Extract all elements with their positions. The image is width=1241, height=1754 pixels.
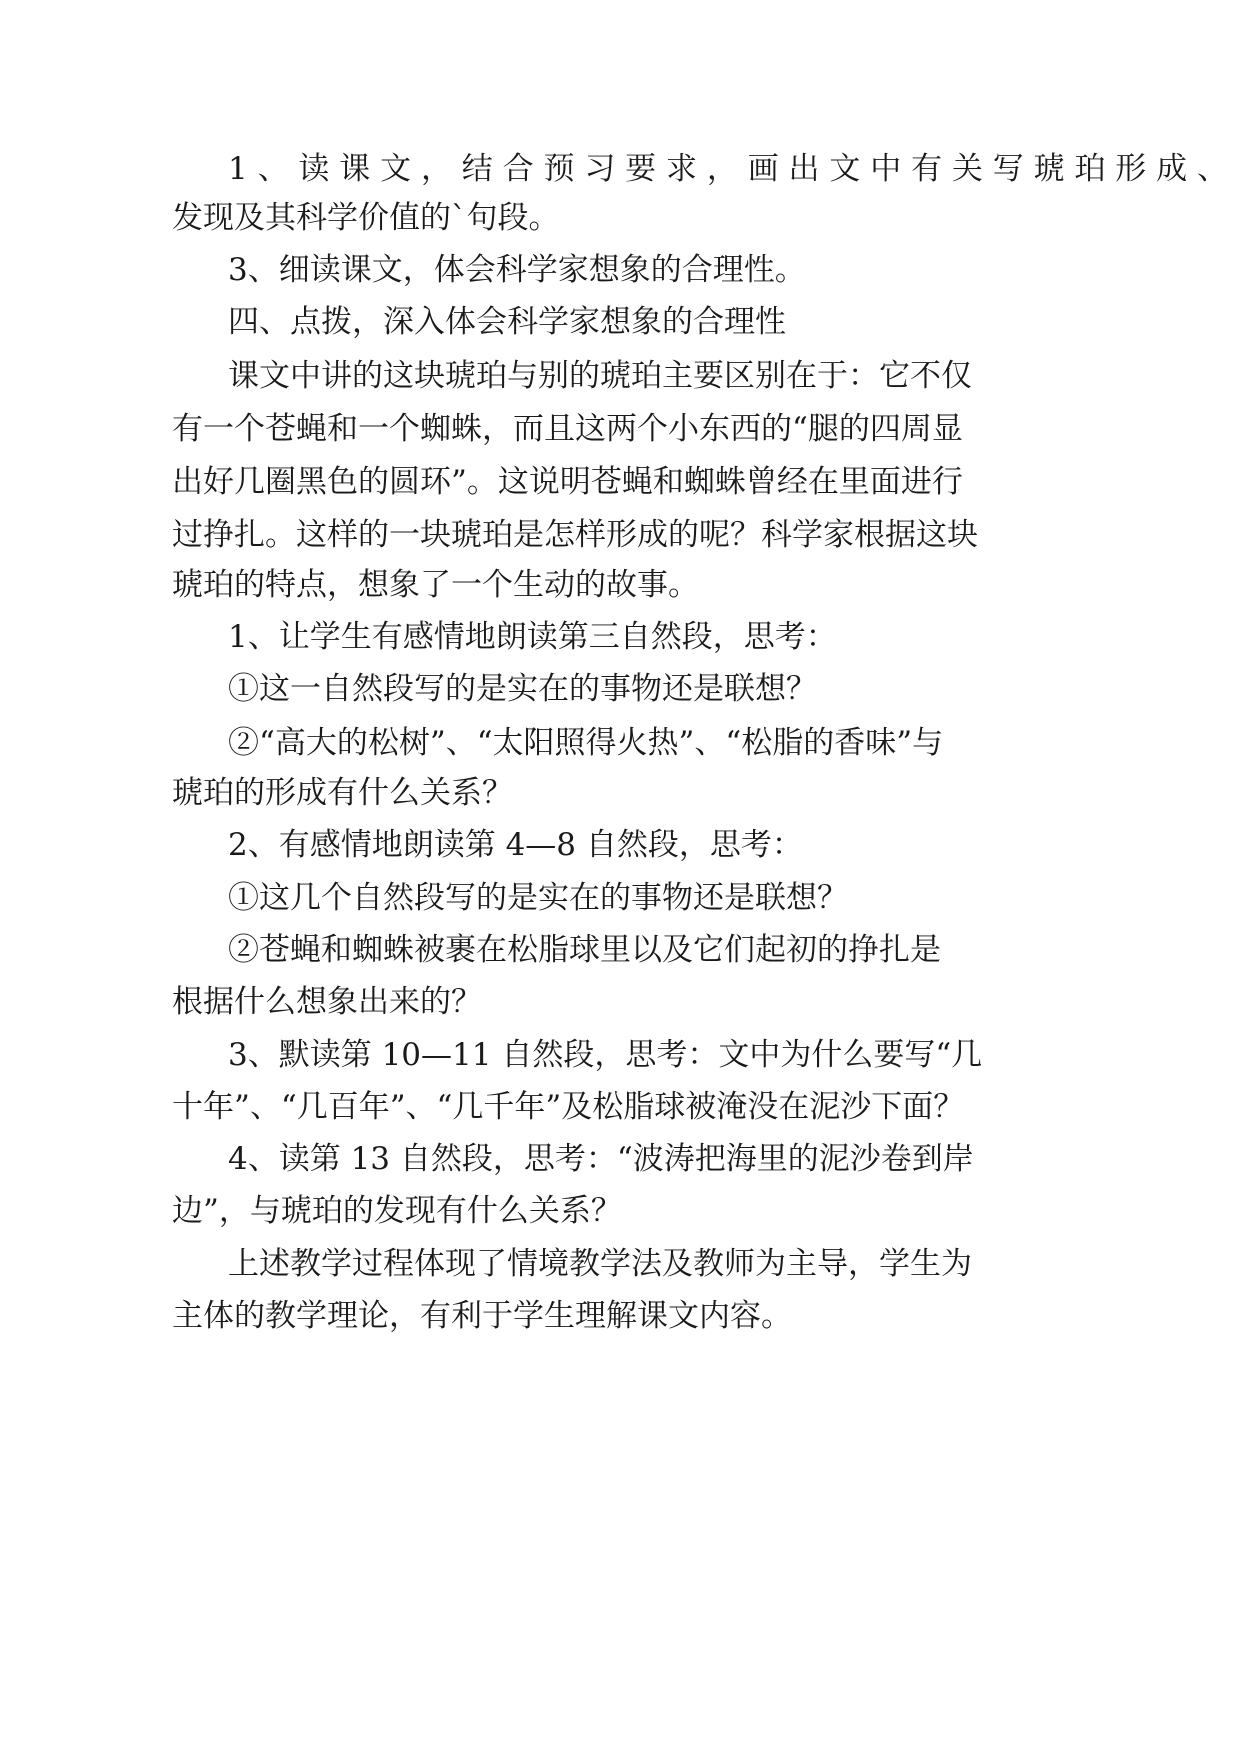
text-line: 有一个苍蝇和一个蜘蛛，而且这两个小东西的“腿的四周显 — [172, 411, 963, 447]
text-line: 出好几圈黑色的圆环”。这说明苍蝇和蜘蛛曾经在里面进行 — [172, 464, 963, 500]
section-heading: 四、点拨，深入体会科学家想象的合理性 — [228, 304, 786, 340]
text-line: 过挣扎。这样的一块琥珀是怎样形成的呢？科学家根据这块 — [172, 517, 978, 553]
text-line: 根据什么想象出来的？ — [172, 984, 482, 1020]
text-line: 2、有感情地朗读第 4—8 自然段，思考： — [228, 827, 803, 863]
text-line: ①这一自然段写的是实在的事物还是联想？ — [228, 671, 817, 707]
text-line: ②苍蝇和蜘蛛被裹在松脂球里以及它们起初的挣扎是 — [228, 932, 941, 968]
text-line: 琥珀的形成有什么关系？ — [172, 775, 513, 811]
text-line: 十年”、“几百年”、“几千年”及松脂球被淹没在泥沙下面？ — [172, 1089, 965, 1125]
text-line: 主体的教学理论，有利于学生理解课文内容。 — [172, 1298, 792, 1334]
text-line: ②“高大的松树”、“太阳照得火热”、“松脂的香味”与 — [228, 725, 944, 761]
text-line: 琥珀的特点，想象了一个生动的故事。 — [172, 567, 699, 603]
text-line: 1、读课文，结合预习要求，画出文中有关写琥珀形成、 — [228, 151, 1228, 187]
text-line: 1、让学生有感情地朗读第三自然段，思考： — [228, 619, 837, 655]
text-line: ①这几个自然段写的是实在的事物还是联想？ — [228, 880, 848, 916]
text-line: 发现及其科学价值的`句段。 — [172, 200, 560, 236]
text-line: 边”，与琥珀的发现有什么关系？ — [172, 1193, 622, 1229]
text-line: 4、读第 13 自然段，思考：“波涛把海里的泥沙卷到岸 — [228, 1141, 974, 1177]
text-line: 3、默读第 10—11 自然段，思考：文中为什么要写“几 — [228, 1037, 983, 1073]
text-line: 3、细读课文，体会科学家想象的合理性。 — [228, 252, 806, 288]
text-line: 课文中讲的这块琥珀与别的琥珀主要区别在于：它不仅 — [228, 358, 972, 394]
text-line: 上述教学过程体现了情境教学法及教师为主导，学生为 — [228, 1246, 972, 1282]
